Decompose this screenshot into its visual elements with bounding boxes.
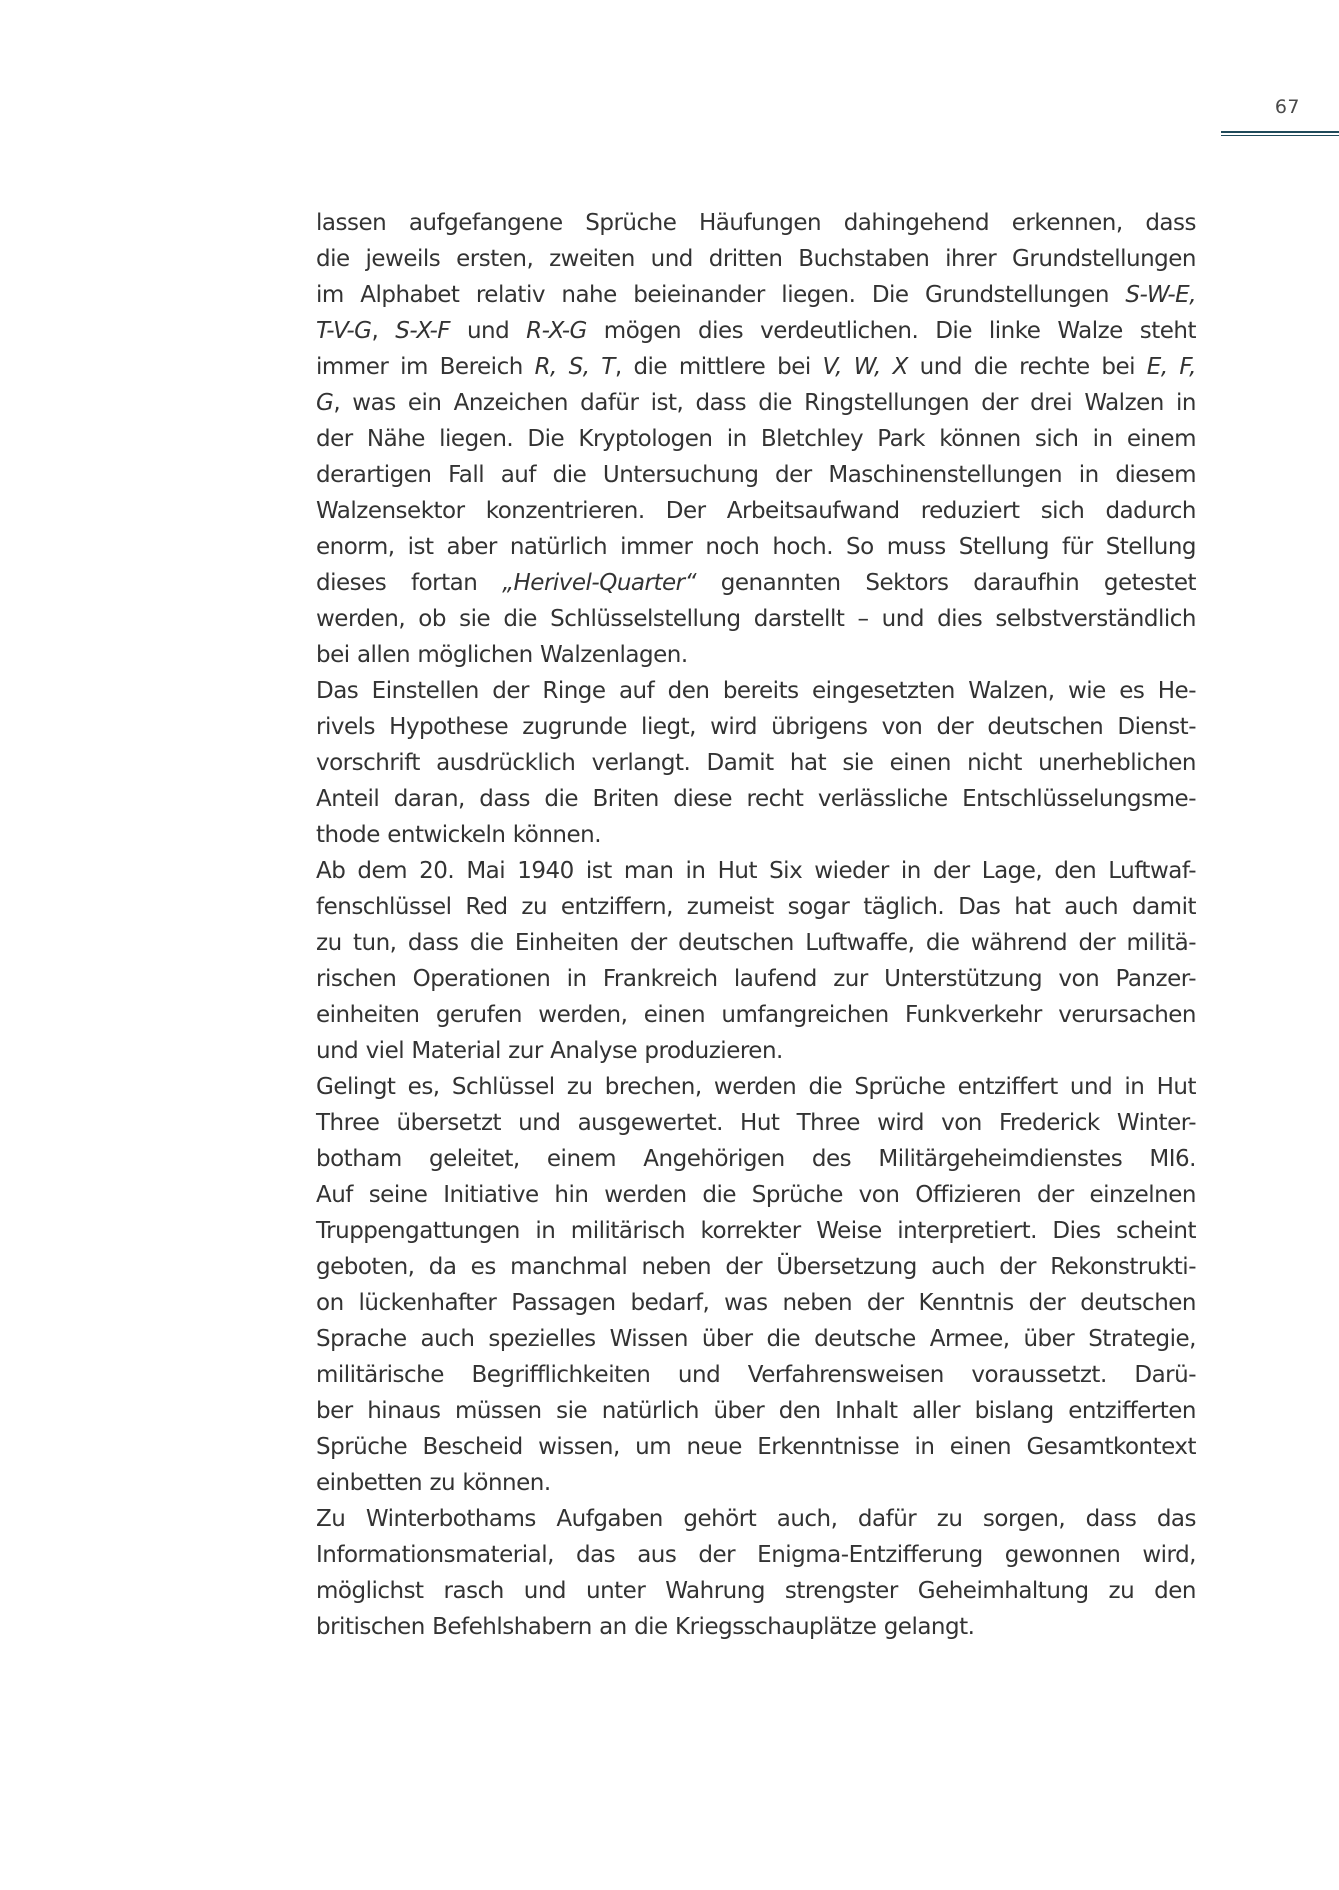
text-line: vorschrift ausdrücklich verlangt. Damit hat sie einen nicht unerheblichen: [316, 750, 1196, 776]
text-line: Three übersetzt und ausgewertet. Hut Three wird von Frederick Winter-: [316, 1110, 1196, 1136]
text-line: fenschlüssel Red zu entziffern, zumeist sogar täglich. Das hat auch damit: [316, 894, 1196, 920]
text-line: der Nähe liegen. Die Kryptologen in Bletchley Park können sich in einem: [316, 426, 1196, 452]
italic-text: R, S, T: [534, 354, 615, 380]
text-line: derartigen Fall auf die Untersuchung der Maschinenstellungen in diesem: [316, 462, 1196, 488]
text-line: einbetten zu können.: [316, 1470, 551, 1496]
text-line: Gelingt es, Schlüssel zu brechen, werden die Sprüche entziffert und in Hut: [316, 1074, 1196, 1100]
text-line: bei allen möglichen Walzenlagen.: [316, 642, 688, 668]
text-line: thode entwickeln können.: [316, 822, 602, 848]
page-number: 67: [1274, 96, 1300, 118]
text-line: G, was ein Anzeichen dafür ist, dass die Ringstellungen der drei Walzen in: [316, 390, 1196, 416]
text-line: lassen aufgefangene Sprüche Häufungen dahingehend erkennen, dass: [316, 210, 1196, 236]
text-line: und viel Material zur Analyse produzieren.: [316, 1038, 783, 1064]
paragraph: [316, 1069, 1196, 1501]
italic-text: R-X-G: [526, 318, 587, 344]
text-line: möglichst rasch und unter Wahrung strengster Geheimhaltung zu den: [316, 1578, 1196, 1604]
text-line: zu tun, dass die Einheiten der deutschen Luftwaffe, die während der militä-: [316, 930, 1196, 956]
italic-text: „Herivel-Quarter“: [502, 570, 697, 596]
text-line: Truppengattungen in militärisch korrekter Weise interpretiert. Dies scheint: [316, 1218, 1196, 1244]
text-line: im Alphabet relativ nahe beieinander liegen. Die Grundstellungen S-W-E,: [316, 282, 1196, 308]
text-line: Sprache auch spezielles Wissen über die deutsche Armee, über Strategie,: [316, 1326, 1196, 1352]
paragraph: [316, 1501, 1196, 1645]
text-line: botham geleitet, einem Angehörigen des Militärgeheimdienstes MI6.: [316, 1146, 1196, 1172]
text-line: Das Einstellen der Ringe auf den bereits eingesetzten Walzen, wie es He-: [316, 678, 1196, 704]
italic-text: S-W-E,: [1125, 282, 1196, 308]
text-line: enorm, ist aber natürlich immer noch hoch. So muss Stellung für Stellung: [316, 534, 1196, 560]
text-line: Informationsmaterial, das aus der Enigma-Entzifferung gewonnen wird,: [316, 1542, 1196, 1568]
header-rule: [1221, 131, 1339, 133]
text-line: einheiten gerufen werden, einen umfangreichen Funkverkehr verursachen: [316, 1002, 1196, 1028]
header-rule-thin: [1221, 135, 1339, 136]
text-line: on lückenhafter Passagen bedarf, was neben der Kenntnis der deutschen: [316, 1290, 1196, 1316]
text-line: Ab dem 20. Mai 1940 ist man in Hut Six wieder in der Lage, den Luftwaf-: [316, 858, 1196, 884]
italic-text: T-V-G: [316, 318, 372, 344]
paragraph: [316, 853, 1196, 1069]
italic-text: E, F,: [1146, 354, 1196, 380]
text-line: britischen Befehlshabern an die Kriegsschauplätze gelangt.: [316, 1614, 975, 1640]
paragraph: [316, 673, 1196, 853]
text-line: werden, ob sie die Schlüsselstellung darstellt – und dies selbstverständlich: [316, 606, 1196, 632]
text-line: ber hinaus müssen sie natürlich über den Inhalt aller bislang entzifferten: [316, 1398, 1196, 1424]
text-line: immer im Bereich R, S, T, die mittlere bei V, W, X und die rechte bei E, F,: [316, 354, 1196, 380]
text-line: T-V-G, S-X-F und R-X-G mögen dies verdeutlichen. Die linke Walze steht: [316, 318, 1196, 344]
text-line: Walzensektor konzentrieren. Der Arbeitsaufwand reduziert sich dadurch: [316, 498, 1196, 524]
italic-text: S-X-F: [395, 318, 451, 344]
text-line: Auf seine Initiative hin werden die Sprüche von Offizieren der einzelnen: [316, 1182, 1196, 1208]
text-line: Sprüche Bescheid wissen, um neue Erkenntnisse in einen Gesamtkontext: [316, 1434, 1196, 1460]
italic-text: V, W, X: [822, 354, 908, 380]
body-text: [316, 205, 1196, 1645]
text-line: rischen Operationen in Frankreich laufend zur Unterstützung von Panzer-: [316, 966, 1196, 992]
text-line: Anteil daran, dass die Briten diese recht verlässliche Entschlüsselungsme-: [316, 786, 1196, 812]
text-line: die jeweils ersten, zweiten und dritten Buchstaben ihrer Grundstellungen: [316, 246, 1196, 272]
text-line: rivels Hypothese zugrunde liegt, wird übrigens von der deutschen Dienst-: [316, 714, 1196, 740]
italic-text: G: [316, 390, 334, 416]
text-line: geboten, da es manchmal neben der Übersetzung auch der Rekonstrukti-: [316, 1254, 1196, 1280]
text-line: militärische Begrifflichkeiten und Verfahrensweisen voraussetzt. Darü-: [316, 1362, 1196, 1388]
text-line: dieses fortan „Herivel-Quarter“ genannten Sektors daraufhin getestet: [316, 570, 1196, 596]
paragraph: [316, 205, 1196, 673]
text-line: Zu Winterbothams Aufgaben gehört auch, dafür zu sorgen, dass das: [316, 1506, 1196, 1532]
